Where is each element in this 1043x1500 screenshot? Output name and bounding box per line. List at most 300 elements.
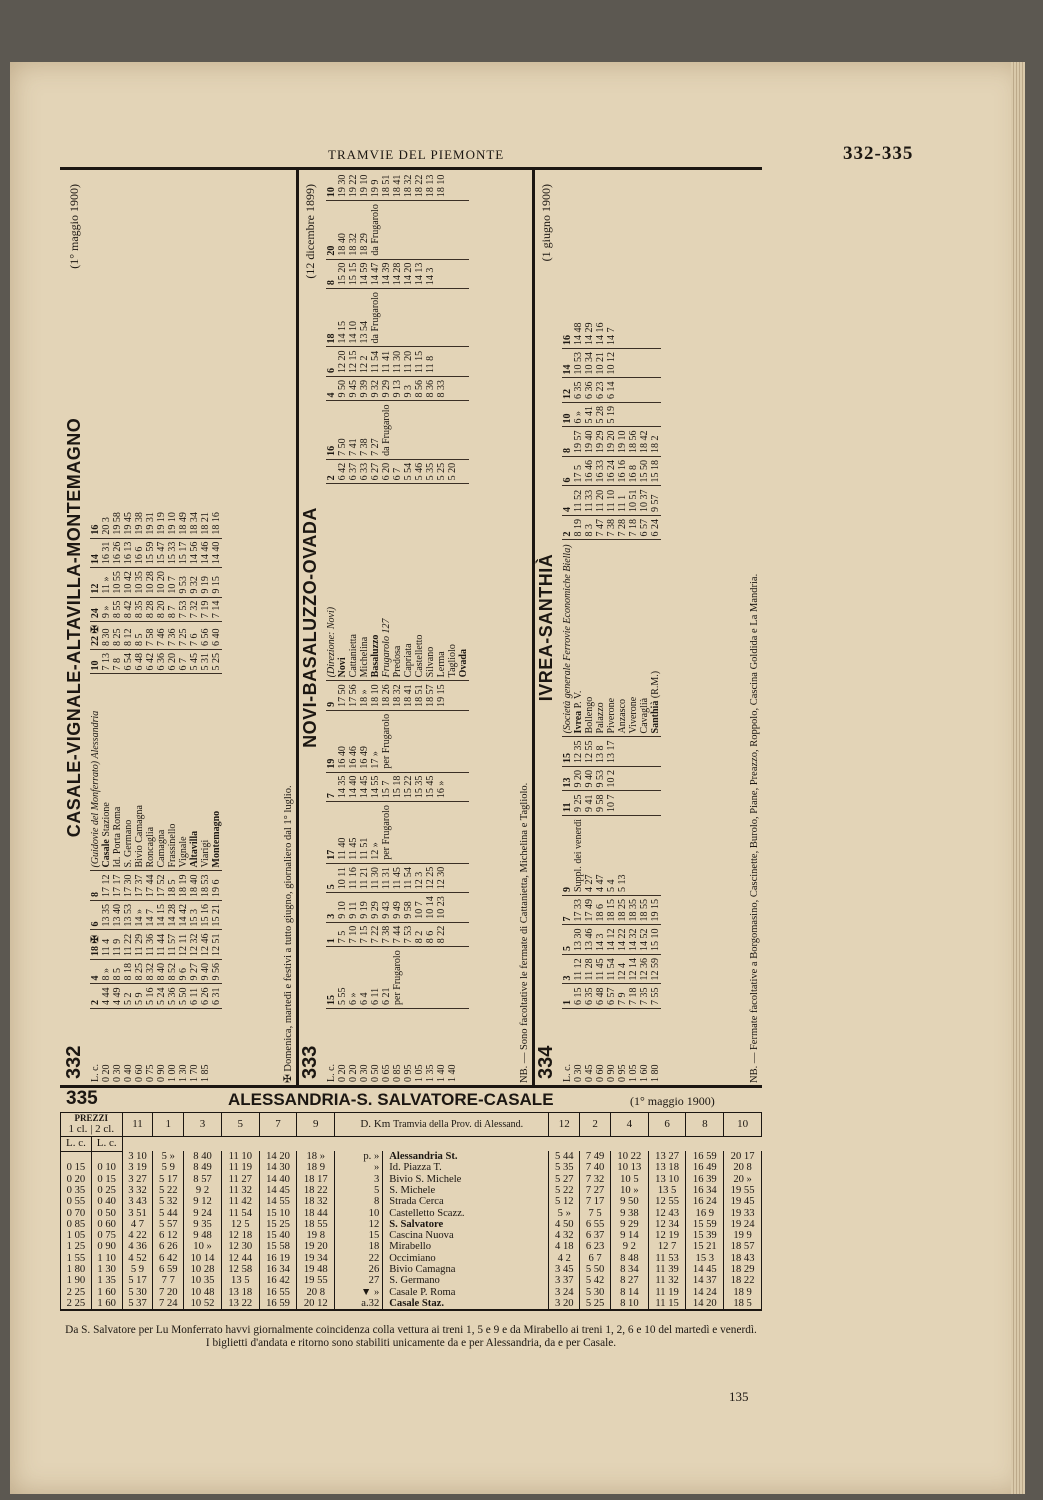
cell-t4: 8 34 — [610, 1264, 648, 1275]
train-col-6b: 6 12 20 12 15 12 2 11 54 11 41 11 30 11 20 11 15 11 8 — [326, 347, 469, 377]
cell-stn: Casale P. Roma — [383, 1287, 549, 1298]
cell-t11: 3 51 — [122, 1208, 153, 1219]
cell-t10: 18 5 — [724, 1298, 762, 1310]
train-head-7: 7 — [259, 1113, 297, 1137]
page-number: 135 — [729, 1389, 749, 1404]
table-333-footnote: NB. — Sono facoltative le fermate di Cattanietta, Michelina e Tagliolo. — [519, 782, 530, 1083]
cell-stn: Occimiano — [383, 1253, 549, 1264]
lc1: L. c. — [61, 1136, 92, 1151]
cell-t10: 18 22 — [724, 1275, 762, 1286]
price-column: L. c. 0 20 0 30 0 40 0 60 0 75 0 90 1 00 1 30 1 70 1 85 — [90, 1063, 211, 1082]
cell-t11: 3 32 — [122, 1185, 153, 1196]
train-col-2b: 2 6 42 6 37 6 33 6 27 6 20 6 7 5 54 5 46 5 35 5 25 5 20 — [326, 459, 469, 484]
train-col-5: 5 10 11 11 16 11 21 11 30 11 31 11 45 11 54 12 3 12 25 12 30 — [326, 863, 469, 893]
table-335-number: 335 — [66, 1088, 98, 1109]
train-head-11: 11 — [122, 1113, 153, 1137]
cell-t6: 11 15 — [648, 1298, 686, 1310]
cell-p2: 0 15 — [91, 1174, 122, 1185]
train-head-2: 2 — [580, 1113, 611, 1137]
table-334-grid — [562, 319, 661, 1085]
cell-t11: 4 22 — [122, 1230, 153, 1241]
cell-t2: 5 42 — [580, 1275, 611, 1286]
cell-stn: Bivio S. Michele — [383, 1174, 549, 1185]
table-row — [61, 1219, 762, 1230]
train-head-6: 6 — [648, 1113, 686, 1137]
cell-km: 10 — [335, 1208, 383, 1219]
cell-t5: 11 27 — [221, 1174, 259, 1185]
cell-km: » — [335, 1162, 383, 1173]
cell-p1: 0 20 — [61, 1174, 92, 1185]
cell-km: 18 — [335, 1241, 383, 1252]
cell-p1: 1 90 — [61, 1275, 92, 1286]
cell-p1: 0 35 — [61, 1185, 92, 1196]
cell-t9: 18 22 — [297, 1185, 335, 1196]
table-332-title — [60, 170, 90, 1085]
cell-t3: 8 40 — [184, 1151, 222, 1162]
cell-t7: 15 25 — [259, 1219, 297, 1230]
train-col-2: 2 4 44 4 49 5 2 5 9 5 16 5 24 5 36 5 50 6 11 6 26 6 31 — [90, 984, 222, 1009]
cell-t1: 7 7 — [153, 1275, 184, 1286]
cell-t7: 14 55 — [259, 1196, 297, 1207]
cell-t8: 14 20 — [686, 1298, 724, 1310]
train-head-10: 10 — [724, 1113, 762, 1137]
cell-t12: 5 22 — [549, 1185, 580, 1196]
table-335-grid — [60, 1112, 762, 1311]
train-head-1: 1 — [153, 1113, 184, 1137]
cell-t8: 16 39 — [686, 1174, 724, 1185]
cell-km: 26 — [335, 1264, 383, 1275]
train-col-1c: 1 6 15 6 35 6 48 6 57 7 9 7 18 7 35 7 55 — [562, 984, 661, 1009]
cell-t7: 15 40 — [259, 1230, 297, 1241]
cell-t1: 6 42 — [153, 1253, 184, 1264]
cell-t9: 18 44 — [297, 1208, 335, 1219]
cell-t12: 4 2 — [549, 1253, 580, 1264]
table-row — [61, 1162, 762, 1173]
cell-t1: 6 12 — [153, 1230, 184, 1241]
table-row — [61, 1174, 762, 1185]
cell-t1: 7 20 — [153, 1287, 184, 1298]
cell-t6: 13 10 — [648, 1174, 686, 1185]
table-333 — [296, 170, 535, 1085]
cell-stn: Alessandria St. — [383, 1151, 549, 1162]
cell-t11: 5 37 — [122, 1298, 153, 1310]
train-col-3c: 3 11 12 11 28 11 45 11 54 12 4 12 14 12 36 12 59 — [562, 955, 661, 985]
cell-t4: 9 2 — [610, 1241, 648, 1252]
table-335-head — [61, 1113, 762, 1137]
train-col-16b: 16 7 50 7 41 7 38 7 27 da Frugarolo — [326, 401, 469, 459]
table-333-title — [296, 170, 326, 1085]
price-head: PREZZI 1 cl. | 2 cl. — [61, 1113, 123, 1137]
cell-t2: 6 7 — [580, 1253, 611, 1264]
cell-t5: 12 30 — [221, 1241, 259, 1252]
cell-t8: 16 59 — [686, 1151, 724, 1162]
cell-t2: 7 17 — [580, 1196, 611, 1207]
cell-p2: 0 75 — [91, 1230, 122, 1241]
cell-t6: 12 7 — [648, 1241, 686, 1252]
train-col-18: 18 ✠ 11 4 11 9 11 22 11 29 11 36 11 44 11 57 12 11 12 32 12 46 12 51 — [90, 930, 222, 960]
table-row — [61, 1264, 762, 1275]
table-332 — [60, 170, 299, 1085]
cell-t7: 15 10 — [259, 1208, 297, 1219]
cell-p1: 1 80 — [61, 1264, 92, 1275]
cell-t10: 20 17 — [724, 1151, 762, 1162]
cell-t2: 5 30 — [580, 1287, 611, 1298]
lc2: L. c. — [91, 1136, 122, 1151]
train-col-24: 24 9 » 8 55 8 42 8 35 8 28 8 20 8 7 7 53 7 32 7 19 7 14 — [90, 597, 222, 622]
cell-km: p. » — [335, 1151, 383, 1162]
train-col-9: 9 17 50 17 56 18 » 18 10 18 26 18 32 18 41 18 51 18 57 19 15 — [326, 681, 469, 711]
cell-t3: 10 28 — [184, 1264, 222, 1275]
cell-t6: 11 32 — [648, 1275, 686, 1286]
cell-km: 27 — [335, 1275, 383, 1286]
cell-km: 22 — [335, 1253, 383, 1264]
table-333-grid — [326, 172, 469, 1085]
cell-t6: 11 53 — [648, 1253, 686, 1264]
cell-p2: 0 40 — [91, 1196, 122, 1207]
cell-km: 5 — [335, 1185, 383, 1196]
train-col-18b: 18 14 15 14 10 13 54 da Frugarolo — [326, 289, 469, 347]
cell-stn: Strada Cerca — [383, 1196, 549, 1207]
cell-t4: 10 5 — [610, 1174, 648, 1185]
cell-t8: 16 24 — [686, 1196, 724, 1207]
table-332-grid — [90, 509, 222, 1085]
table-332-date: (1° maggio 1900) — [67, 184, 81, 269]
cell-t5: 11 54 — [221, 1208, 259, 1219]
cell-t10: 19 9 — [724, 1230, 762, 1241]
cell-t2: 7 49 — [580, 1151, 611, 1162]
train-col-16c: 16 14 48 14 29 14 16 14 7 — [562, 319, 661, 348]
cell-t11: 3 10 — [122, 1151, 153, 1162]
cell-t7: 14 40 — [259, 1174, 297, 1185]
cell-t10: 18 9 — [724, 1287, 762, 1298]
cell-t3: 8 57 — [184, 1174, 222, 1185]
cell-t3: 9 35 — [184, 1219, 222, 1230]
table-334-title — [532, 170, 562, 1085]
cell-t11: 5 30 — [122, 1287, 153, 1298]
table-range: 332-335 — [843, 143, 914, 164]
cell-p1: 0 70 — [61, 1208, 92, 1219]
cell-t9: 18 17 — [297, 1174, 335, 1185]
cell-t1: 5 57 — [153, 1219, 184, 1230]
cell-t12: 5 27 — [549, 1174, 580, 1185]
table-334-name: IVREA-SANTHIÀ — [536, 553, 556, 702]
table-333-date: (12 dicembre 1899) — [303, 184, 317, 279]
cell-t12: 4 50 — [549, 1219, 580, 1230]
train-col-19: 19 16 40 16 46 16 49 17 » per Frugarolo — [326, 710, 469, 772]
train-col-6c: 6 17 5 16 46 16 33 16 24 16 16 16 8 15 50 15 18 — [562, 456, 661, 486]
cell-p2: 0 60 — [91, 1219, 122, 1230]
cell-t7: 16 34 — [259, 1264, 297, 1275]
cell-t8: 14 24 — [686, 1287, 724, 1298]
cell-t1: 6 59 — [153, 1264, 184, 1275]
cell-t2: 7 27 — [580, 1185, 611, 1196]
train-col-8: 8 17 12 17 17 17 30 17 37 17 44 17 52 18 5 18 19 18 40 18 53 19 6 — [90, 871, 222, 901]
cell-t10: 19 24 — [724, 1219, 762, 1230]
table-334-number: 334 — [535, 1045, 557, 1079]
line-head: D. Km Tramvia della Prov. di Alessand. — [335, 1113, 549, 1137]
cell-t2: 6 55 — [580, 1219, 611, 1230]
station-column: (Società generale Ferrovie Economiche Biella) Ivrea P. V. Bollengo Palazzo Piverone Anzasco Viverone Cavaglià Santhià (R.M.) — [562, 540, 661, 737]
cell-p2: 0 25 — [91, 1185, 122, 1196]
cell-t2: 6 23 — [580, 1241, 611, 1252]
train-col-17: 17 11 40 11 45 11 51 12 » per Frugarolo — [326, 802, 469, 864]
cell-km: 15 — [335, 1230, 383, 1241]
cell-t10: 20 » — [724, 1174, 762, 1185]
cell-t9: 18 9 — [297, 1162, 335, 1173]
cell-t1: 5 44 — [153, 1208, 184, 1219]
table-332-number: 332 — [63, 1045, 85, 1079]
cell-t4: 8 27 — [610, 1275, 648, 1286]
train-col-7: 7 14 35 14 40 14 45 14 55 15 7 15 18 15 22 15 35 15 45 16 » — [326, 772, 469, 802]
cell-t3: 10 52 — [184, 1298, 222, 1310]
train-col-22: 22 ✠ 8 30 8 25 8 12 8 5 7 58 7 46 7 36 7 25 7 6 6 56 6 40 — [90, 622, 222, 650]
train-head-3: 3 — [184, 1113, 222, 1137]
train-col-10b: 10 19 30 19 22 19 10 19 9 18 51 18 41 18 32 18 22 18 13 18 10 — [326, 172, 469, 201]
cell-t8: 16 34 — [686, 1185, 724, 1196]
cell-t4: 9 38 — [610, 1208, 648, 1219]
table-335-date: (1° maggio 1900) — [630, 1094, 715, 1108]
table-335-title — [60, 1088, 762, 1114]
table-row — [61, 1241, 762, 1252]
cell-t2: 7 40 — [580, 1162, 611, 1173]
cell-t3: 8 49 — [184, 1162, 222, 1173]
train-head-4: 4 — [610, 1113, 648, 1137]
train-col-6: 6 13 35 13 40 13 53 14 » 14 7 14 15 14 28 14 42 15 3 15 16 15 21 — [90, 901, 222, 931]
train-col-4: 4 8 » 8 5 8 18 8 25 8 32 8 40 8 52 9 6 9 27 9 40 9 56 — [90, 960, 222, 985]
table-332-footnote: ✠ Domenica, martedì e festivi a tutto giugno, giornaliero dal 1° luglio. — [283, 785, 294, 1083]
cell-t9: 18 32 — [297, 1196, 335, 1207]
cell-t9: 19 20 — [297, 1241, 335, 1252]
cell-p1 — [61, 1151, 92, 1162]
table-row — [61, 1253, 762, 1264]
cell-t5: 13 18 — [221, 1287, 259, 1298]
cell-km: 8 — [335, 1196, 383, 1207]
train-head-8: 8 — [686, 1113, 724, 1137]
table-row — [61, 1230, 762, 1241]
cell-t6: 13 18 — [648, 1162, 686, 1173]
cell-stn: Id. Piazza T. — [383, 1162, 549, 1173]
train-col-4b: 4 9 50 9 45 9 39 9 32 9 29 9 13 9 3 8 56 8 36 8 33 — [326, 376, 469, 401]
cell-t4: 10 » — [610, 1185, 648, 1196]
cell-km: 3 — [335, 1174, 383, 1185]
train-head-9: 9 — [297, 1113, 335, 1137]
cell-t5: 11 19 — [221, 1162, 259, 1173]
cell-p2: 1 35 — [91, 1275, 122, 1286]
cell-t8: 15 39 — [686, 1230, 724, 1241]
train-col-3: 3 9 10 9 11 9 19 9 29 9 43 9 49 9 58 10 7 10 14 10 23 — [326, 893, 469, 923]
cell-t9: 18 » — [297, 1151, 335, 1162]
cell-t10: 20 8 — [724, 1162, 762, 1173]
cell-t6: 11 39 — [648, 1264, 686, 1275]
cell-stn: S. Germano — [383, 1275, 549, 1286]
table-row — [61, 1287, 762, 1298]
cell-t7: 14 30 — [259, 1162, 297, 1173]
cell-t7: 16 42 — [259, 1275, 297, 1286]
cell-p1: 0 55 — [61, 1196, 92, 1207]
cell-t8: 15 3 — [686, 1253, 724, 1264]
cell-t5: 13 22 — [221, 1298, 259, 1310]
table-row — [61, 1298, 762, 1310]
cell-t5: 12 18 — [221, 1230, 259, 1241]
table-335-notes — [60, 1324, 762, 1350]
cell-t8: 15 59 — [686, 1219, 724, 1230]
cell-t5: 11 32 — [221, 1185, 259, 1196]
cell-t11: 5 9 — [122, 1264, 153, 1275]
cell-t12: 4 18 — [549, 1241, 580, 1252]
cell-t6: 12 43 — [648, 1208, 686, 1219]
cell-t1: 5 9 — [153, 1162, 184, 1173]
cell-t6: 12 34 — [648, 1219, 686, 1230]
cell-t3: 9 2 — [184, 1185, 222, 1196]
cell-p1: 0 15 — [61, 1162, 92, 1173]
cell-stn: Bivio Camagna — [383, 1264, 549, 1275]
cell-p2: 1 30 — [91, 1264, 122, 1275]
cell-t12: 5 35 — [549, 1162, 580, 1173]
cell-t3: 10 14 — [184, 1253, 222, 1264]
cell-t5: 12 5 — [221, 1219, 259, 1230]
cell-t3: 10 35 — [184, 1275, 222, 1286]
price-column: L. c. 0 30 0 45 0 60 0 90 0 95 1 05 1 60 1 80 — [562, 1063, 661, 1082]
cell-p2: 0 10 — [91, 1162, 122, 1173]
cell-t5: 13 5 — [221, 1275, 259, 1286]
cell-t12: 3 24 — [549, 1287, 580, 1298]
cell-t10: 18 43 — [724, 1253, 762, 1264]
table-row — [61, 1185, 762, 1196]
cell-t2: 6 37 — [580, 1230, 611, 1241]
train-col-12: 12 11 » 10 55 10 42 10 35 10 28 10 20 10 7 9 53 9 32 9 19 9 15 — [90, 568, 222, 598]
cell-t9: 20 12 — [297, 1298, 335, 1310]
cell-t7: 14 45 — [259, 1185, 297, 1196]
cell-t11: 4 7 — [122, 1219, 153, 1230]
cell-t4: 8 48 — [610, 1253, 648, 1264]
table-332-name: CASALE-VIGNALE-ALTAVILLA-MONTEMAGNO — [64, 417, 84, 838]
train-col-1: 1 7 5 7 10 7 15 7 22 7 38 7 44 7 53 8 2 8 6 8 22 — [326, 922, 469, 947]
cell-t7: 16 55 — [259, 1287, 297, 1298]
train-col-4c: 4 11 52 11 33 11 20 11 10 11 1 10 51 10 37 9 57 — [562, 486, 661, 516]
train-col-2c: 2 8 19 8 3 7 47 7 38 7 28 7 18 6 57 6 24 — [562, 515, 661, 540]
cell-t12: 3 37 — [549, 1275, 580, 1286]
cell-t3: 10 48 — [184, 1287, 222, 1298]
cell-t5: 11 42 — [221, 1196, 259, 1207]
currency-row — [61, 1136, 762, 1151]
cell-t3: 9 48 — [184, 1230, 222, 1241]
rotated-content — [60, 170, 762, 1085]
table-row — [61, 1196, 762, 1207]
train-col-15c: 15 12 35 12 55 13 8 13 17 — [562, 737, 661, 767]
cell-p2: 0 90 — [91, 1241, 122, 1252]
cell-t9: 19 55 — [297, 1275, 335, 1286]
cell-t9: 18 55 — [297, 1219, 335, 1230]
cell-t1: 5 22 — [153, 1185, 184, 1196]
rotated-timetables — [60, 170, 762, 1085]
cell-t5: 12 58 — [221, 1264, 259, 1275]
cell-t4: 10 13 — [610, 1162, 648, 1173]
cell-t4: 9 14 — [610, 1230, 648, 1241]
train-col-15: 15 5 55 6 » 6 4 6 11 6 21 per Frugarolo — [326, 947, 469, 1009]
cell-stn: Castelletto Scazz. — [383, 1208, 549, 1219]
table-335-body — [61, 1151, 762, 1310]
table-334-date: (1 giugno 1900) — [539, 184, 553, 262]
table-row — [61, 1151, 762, 1162]
cell-t3: 9 24 — [184, 1208, 222, 1219]
cell-t8: 15 21 — [686, 1241, 724, 1252]
cell-t2: 7 5 — [580, 1208, 611, 1219]
cell-t7: 15 58 — [259, 1241, 297, 1252]
cell-p1: 2 25 — [61, 1298, 92, 1310]
cell-p2: 1 60 — [91, 1287, 122, 1298]
cell-t6: 11 19 — [648, 1287, 686, 1298]
cell-t12: 5 » — [549, 1208, 580, 1219]
cell-t4: 8 10 — [610, 1298, 648, 1310]
cell-p2: 1 60 — [91, 1298, 122, 1310]
page-header — [0, 145, 1043, 169]
cell-stn: Cascina Nuova — [383, 1230, 549, 1241]
cell-p2: 1 10 — [91, 1253, 122, 1264]
cell-t5: 11 10 — [221, 1151, 259, 1162]
train-head-5: 5 — [221, 1113, 259, 1137]
table-333-number: 333 — [299, 1045, 321, 1079]
cell-t7: 14 20 — [259, 1151, 297, 1162]
cell-t8: 16 49 — [686, 1162, 724, 1173]
cell-t9: 19 8 — [297, 1230, 335, 1241]
cell-t2: 7 32 — [580, 1174, 611, 1185]
train-col-12c: 12 6 35 6 36 6 23 6 14 — [562, 378, 661, 403]
cell-t1: 5 » — [153, 1151, 184, 1162]
cell-t2: 5 25 — [580, 1298, 611, 1310]
cell-p2 — [91, 1151, 122, 1162]
cell-t10: 19 33 — [724, 1208, 762, 1219]
cell-t10: 19 45 — [724, 1196, 762, 1207]
cell-t1: 6 26 — [153, 1241, 184, 1252]
cell-t4: 9 29 — [610, 1219, 648, 1230]
cell-t9: 20 8 — [297, 1287, 335, 1298]
train-col-13c: 13 9 20 9 40 9 53 10 2 — [562, 766, 661, 791]
table-row — [61, 1275, 762, 1286]
running-title: TRAMVIE DEL PIEMONTE — [328, 147, 505, 162]
note-2: I biglietti d'andata e ritorno sono stabiliti unicamente da e per Alessandria, da e per Casale. — [205, 1337, 617, 1349]
cell-stn: Mirabello — [383, 1241, 549, 1252]
cell-t10: 18 29 — [724, 1264, 762, 1275]
cell-t3: 9 12 — [184, 1196, 222, 1207]
cell-t6: 12 55 — [648, 1196, 686, 1207]
cell-km: ▼ » — [335, 1287, 383, 1298]
train-col-8b: 8 15 20 15 15 14 59 14 47 14 39 14 28 14 20 14 13 14 3 — [326, 259, 469, 289]
cell-t12: 3 20 — [549, 1298, 580, 1310]
cell-km: 12 — [335, 1219, 383, 1230]
cell-t1: 5 32 — [153, 1196, 184, 1207]
cell-t9: 19 34 — [297, 1253, 335, 1264]
page-edges — [1011, 62, 1025, 1494]
cell-t12: 4 32 — [549, 1230, 580, 1241]
cell-t1: 7 24 — [153, 1298, 184, 1310]
cell-t8: 16 9 — [686, 1208, 724, 1219]
cell-t4: 8 14 — [610, 1287, 648, 1298]
cell-t12: 3 45 — [549, 1264, 580, 1275]
cell-t6: 13 5 — [648, 1185, 686, 1196]
cell-t7: 16 19 — [259, 1253, 297, 1264]
cell-t11: 4 36 — [122, 1241, 153, 1252]
train-col-8c: 8 19 57 19 40 19 29 19 20 19 10 18 56 18 42 18 2 — [562, 427, 661, 457]
train-col-7c: 7 17 33 17 49 18 6 18 15 18 25 18 35 18 55 19 15 — [562, 896, 661, 926]
train-col-14c: 14 10 53 10 34 10 21 10 12 — [562, 348, 661, 378]
table-335-name: ALESSANDRIA-S. SALVATORE-CASALE — [228, 1090, 554, 1109]
cell-t11: 5 17 — [122, 1275, 153, 1286]
station-column: (Guidovie del Monferrato) Alessandria Casale Stazione Id. Porta Roma S. Germano Bivio Camagna Roncaglia Camagna Frassinello Vignale Altavilla Viarigi Montemagno — [90, 674, 222, 871]
cell-t3: 10 » — [184, 1241, 222, 1252]
train-col-14: 14 16 31 16 26 16 13 16 6 15 59 15 47 15 33 15 17 14 56 14 46 14 40 — [90, 538, 222, 568]
cell-t1: 5 17 — [153, 1174, 184, 1185]
table-row — [61, 1208, 762, 1219]
